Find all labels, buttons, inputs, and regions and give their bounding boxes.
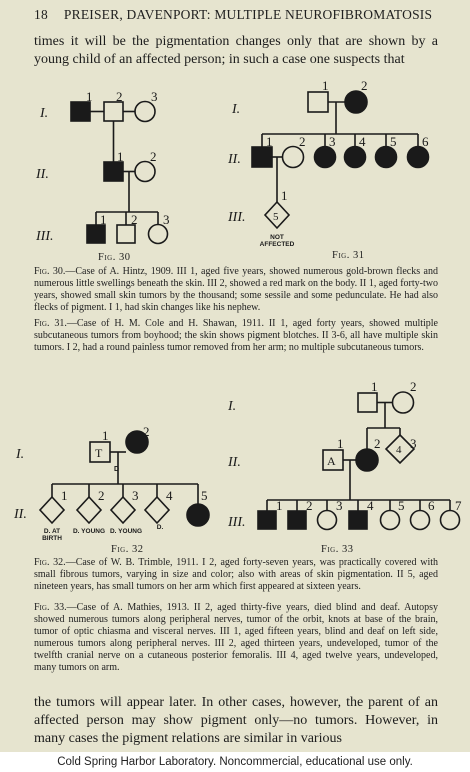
fig31-II1-affected-male (252, 147, 272, 167)
fig33-III6-female (411, 511, 430, 530)
fig30-gen-III: III. (36, 229, 54, 244)
fig33-I2-female (393, 392, 414, 413)
fig32-note: D. AT (43, 528, 61, 535)
fig31-num: 2 (361, 78, 368, 93)
fig30-pedigree (71, 102, 168, 244)
fig30-num: 1 (100, 212, 107, 227)
fig31-num: 2 (299, 134, 306, 149)
page-number: 18 (34, 7, 48, 22)
fig33-num: 1 (337, 436, 344, 451)
fig31-note: NOT (270, 234, 284, 241)
fig32-note: D. YOUNG (109, 528, 143, 535)
fig31-II5-affected-female (376, 147, 397, 168)
fig31-II3-affected-female (315, 147, 336, 168)
fig33-num: 3 (336, 498, 343, 513)
fig30-gen-I: I. (40, 106, 49, 121)
fig31-num: 1 (281, 188, 288, 203)
fig30-caption-text: —Case of A. Hintz, 1909. III 1, aged five years, showed numerous gold-brown flecks and numerous little swellings beneath the skin. III 2, showed a red mark on the body. II 1, aged forty-two years, showed small skin tumors by the thousand; some sessile and some pedunculate. He had also flecks of pigment. I 1, had skin changes like his nephew. (34, 266, 438, 313)
fig32-gen-II: II. (14, 507, 27, 522)
fig32-d-mark: D (114, 466, 120, 473)
fig30-num: 2 (150, 149, 157, 164)
fig31-num: 1 (266, 134, 273, 149)
fig30-III3-female (149, 225, 168, 244)
fig33-num: 1 (276, 498, 283, 513)
fig32-square-text: T (95, 446, 103, 460)
fig30-num: 2 (131, 212, 138, 227)
fig33-num: 2 (374, 436, 381, 451)
fig30-I1-affected-male (71, 102, 90, 121)
fig33-square-text: A (327, 454, 336, 468)
fig33-III5-female (381, 511, 400, 530)
fig31-gen-II: II. (228, 152, 241, 167)
fig32-gen-I: I. (16, 447, 25, 462)
fig30-caption (34, 266, 438, 314)
fig32-note: D. YOUNG (72, 528, 106, 535)
fig30-I3-female (135, 102, 155, 122)
fig30-num: 2 (116, 89, 123, 104)
fig31-II4-affected-female (345, 147, 366, 168)
fig33-caption-lead: Fig. 33. (34, 602, 67, 613)
fig31-I2-affected-female (345, 91, 367, 113)
fig33-II2-affected-female (356, 449, 378, 471)
fig32-note: BIRTH (42, 535, 62, 542)
fig33-num: 2 (410, 379, 417, 394)
fig31-caption-text: —Case of H. M. Cole and H. Shawan, 1911. II 1, aged forty years, showed multiple subcutaneous tumors from boyhood; the skin shows pigment blotches. II 3-6, all have multiple skin tumors. I 2, had a round painless tumor removed from her arm; no multiple subcutaneous tumors. (34, 318, 438, 353)
fig31-caption-lead: Fig. 31. (34, 318, 67, 329)
fig30-label: Fig. 30 (98, 252, 131, 263)
fig33-num: 1 (371, 379, 378, 394)
fig32-num: 2 (143, 424, 150, 439)
fig30-II2-female (135, 162, 155, 182)
fig33-gen-III: III. (228, 515, 246, 530)
fig32-II5-affected-female (187, 504, 209, 526)
fig30-num: 1 (117, 149, 124, 164)
fig30-I2-male (104, 102, 123, 121)
fig31-II6-affected-female (408, 147, 429, 168)
fig30-num: 3 (163, 212, 170, 227)
fig32-num: 1 (61, 488, 68, 503)
fig31-num: 3 (329, 134, 336, 149)
fig30-gen-II: II. (36, 167, 49, 182)
closing-paragraph: the tumors will appear later. In other cases, however, the parent of an affected person may show pigment only—no tumors. However, in many cases the pigment relations are similar in various (34, 695, 438, 746)
fig31-num: 6 (422, 134, 429, 149)
fig31-diamond-text: 5 (273, 211, 279, 223)
fig33-num: 7 (455, 498, 462, 513)
fig33-label: Fig. 33 (321, 544, 354, 555)
fig33-I1-male (358, 393, 377, 412)
fig32-num: 4 (166, 488, 173, 503)
fig30-num: 3 (151, 89, 158, 104)
fig32-caption (34, 557, 438, 593)
running-title: PREISER, DAVENPORT: MULTIPLE NEUROFIBROMATOSIS (63, 7, 433, 22)
fig33-num: 4 (367, 498, 374, 513)
fig30-III1-affected-male (87, 225, 105, 243)
fig33-III4-affected-male (349, 511, 367, 529)
fig33-III2-affected-male (288, 511, 306, 529)
fig32-caption-lead: Fig. 32. (34, 557, 66, 568)
fig32-num: 5 (201, 488, 208, 503)
fig32-pedigree (40, 431, 209, 526)
fig32-num: 1 (102, 428, 109, 443)
fig33-caption (34, 602, 438, 674)
fig33-gen-II: II. (228, 455, 241, 470)
fig33-III7-female (441, 511, 460, 530)
fig30-III2-male (117, 225, 135, 243)
fig30-num: 1 (86, 89, 93, 104)
fig31-num: 5 (390, 134, 397, 149)
fig32-label: Fig. 32 (111, 544, 144, 555)
fig32-note: D. (156, 524, 164, 531)
fig31-caption (34, 318, 438, 354)
fig31-gen-III: III. (228, 210, 246, 225)
fig33-num: 6 (428, 498, 435, 513)
fig32-caption-text: —Case of W. B. Trimble, 1911. I 2, aged forty-seven years, was practically covered with small fibrous tumors, varying in size and color; also with areas of skin pigmentation. II 5, aged nineteen years, has small tumors on her arm which first appeared at sixteen years. (34, 557, 438, 592)
fig33-diamond-text: 4 (396, 444, 402, 456)
fig33-caption-text: —Case of A. Mathies, 1913. II 2, aged thirty-five years, died blind and deaf. Autopsy showed numerous tumors along peripheral nerves, tumor of the orbit, knots at base of the brain, tumor of optic chiasma and visceral nerves. III 1, aged fifteen years, blind and deaf on left side, numerous tumors along peripheral nerves. III 2, aged thirteen years, undeveloped, tumor of the twelfth cranial nerve on a cutaneous posterior femoralis. III 4, aged twelve years, undeveloped, many tumors on arm. (34, 602, 438, 673)
fig31-label: Fig. 31 (332, 250, 365, 261)
fig31-num: 1 (322, 78, 329, 93)
fig31-note: AFFECTED (259, 241, 295, 248)
fig33-num: 2 (306, 498, 313, 513)
fig33-III1-affected-male (258, 511, 276, 529)
fig31-gen-I: I. (232, 102, 241, 117)
fig33-num: 3 (410, 436, 417, 451)
fig33-III3-female (318, 511, 337, 530)
fig30-II1-affected-male (104, 162, 123, 181)
fig32-num: 2 (98, 488, 105, 503)
fig33-num: 5 (398, 498, 405, 513)
archive-footer: Cold Spring Harbor Laboratory. Noncommercial, educational use only. (0, 752, 470, 772)
fig32-num: 3 (132, 488, 139, 503)
fig31-num: 4 (359, 134, 366, 149)
fig33-gen-I: I. (228, 399, 237, 414)
intro-paragraph: times it will be the pigmentation changes only that are shown by a young child of an affected person; in such a case one suspects that (34, 34, 438, 67)
fig31-I1-male (308, 92, 328, 112)
fig31-pedigree (252, 91, 429, 228)
fig30-caption-lead: Fig. 30. (34, 266, 66, 277)
fig31-II2-female (283, 147, 304, 168)
